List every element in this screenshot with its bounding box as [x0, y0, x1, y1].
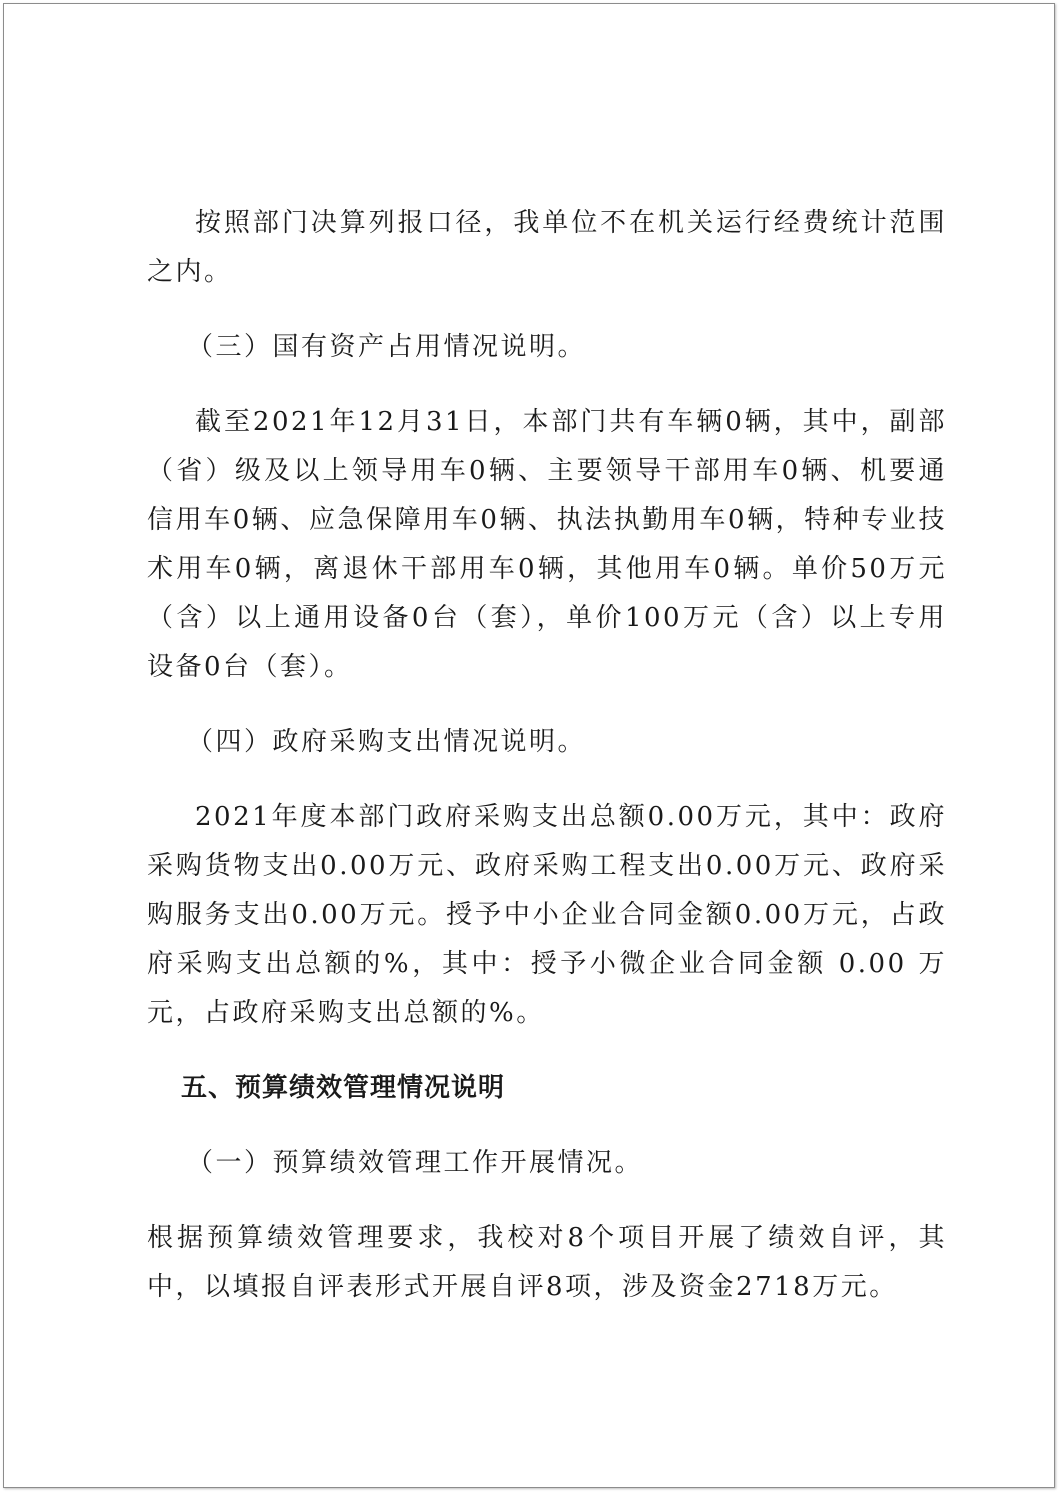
section-heading-performance: 五、预算绩效管理情况说明	[181, 1073, 506, 1103]
subheading-government-procurement: （四）政府采购支出情况说明。	[187, 727, 587, 757]
document-body	[147, 199, 947, 1312]
paragraph-government-procurement: 2021年度本部门政府采购支出总额0.00万元，其中：政府采购货物支出0.00万元、政府采购工程支出0.00万元、政府采购服务支出0.00万元。授予中小企业合同金额0.00万元，占政府采购支出总额的%，其中：授予小微企业合同金额 0.00 万元，占政府采购支出总额的%。	[147, 802, 947, 1028]
subheading-state-assets: （三）国有资产占用情况说明。	[187, 332, 587, 362]
paragraph-performance-work: 根据预算绩效管理要求，我校对8个项目开展了绩效自评，其中，以填报自评表形式开展自评8项，涉及资金2718万元。	[147, 1223, 947, 1302]
paragraph-admin-expenses: 按照部门决算列报口径，我单位不在机关运行经费统计范围之内。	[147, 208, 947, 287]
subheading-performance-work: （一）预算绩效管理工作开展情况。	[187, 1148, 644, 1178]
paragraph-state-assets: 截至2021年12月31日，本部门共有车辆0辆，其中，副部（省）级及以上领导用车0辆、主要领导干部用车0辆、机要通信用车0辆、应急保障用车0辆、执法执勤用车0辆，特种专业技术用车0辆，离退休干部用车0辆，其他用车0辆。单价50万元（含）以上通用设备0台（套），单价100万元（含）以上专用设备0台（套）。	[147, 407, 947, 682]
document-page	[3, 3, 1055, 1488]
